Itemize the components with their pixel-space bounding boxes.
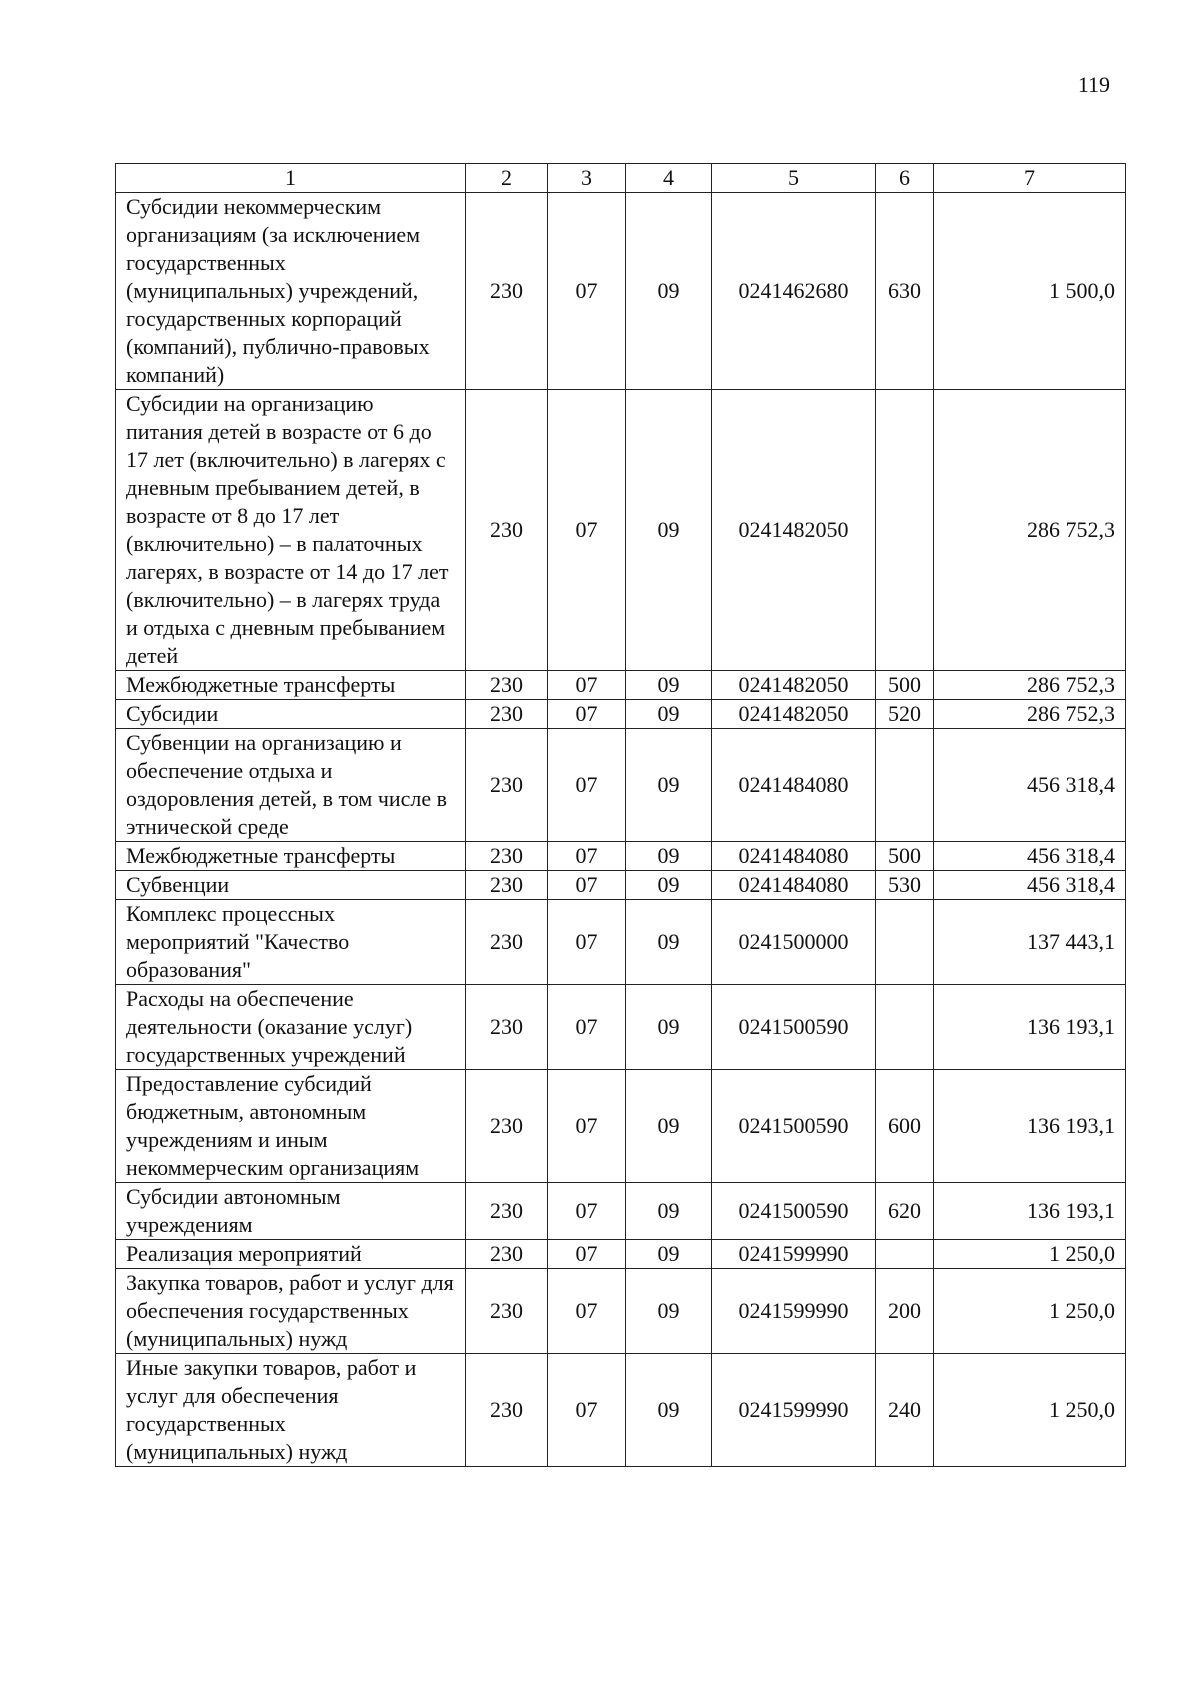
- ministry-code-cell: 230: [466, 900, 548, 985]
- expense-type-cell: [876, 900, 934, 985]
- table-row: [116, 1269, 1126, 1354]
- section-code-cell: 07: [548, 700, 626, 729]
- table-row: [116, 871, 1126, 900]
- ministry-code-cell: 230: [466, 842, 548, 871]
- expense-name-cell: Субсидии на организацию питания детей в возрасте от 6 до 17 лет (включительно) в лагерях с дневным пребыванием детей, в возрасте от 8 до 17 лет (включительно) – в палаточных лагерях, в возрасте от 14 до 17 лет (включительно) – в лагерях труда и отдыха с дневным пребыванием детей: [116, 390, 466, 671]
- section-code-cell: 07: [548, 871, 626, 900]
- expense-name-cell: Расходы на обеспечение деятельности (оказание услуг) государственных учреждений: [116, 985, 466, 1070]
- expense-type-cell: 500: [876, 842, 934, 871]
- amount-cell: 136 193,1: [934, 1183, 1126, 1240]
- amount-cell: 456 318,4: [934, 871, 1126, 900]
- amount-cell: 1 500,0: [934, 193, 1126, 390]
- table-row: [116, 390, 1126, 671]
- amount-cell: 286 752,3: [934, 671, 1126, 700]
- expense-name-cell: Закупка товаров, работ и услуг для обеспечения государственных (муниципальных) нужд: [116, 1269, 466, 1354]
- amount-cell: 1 250,0: [934, 1240, 1126, 1269]
- subsection-code-cell: 09: [626, 985, 712, 1070]
- ministry-code-cell: 230: [466, 1070, 548, 1183]
- expense-name-cell: Субвенции на организацию и обеспечение отдыха и оздоровления детей, в том числе в этнической среде: [116, 729, 466, 842]
- header-row: [116, 164, 1126, 193]
- amount-cell: 286 752,3: [934, 700, 1126, 729]
- subsection-code-cell: 09: [626, 871, 712, 900]
- amount-cell: 456 318,4: [934, 729, 1126, 842]
- table-row: [116, 729, 1126, 842]
- expense-name-cell: Субсидии некоммерческим организациям (за исключением государственных (муниципальных) учреждений, государственных корпораций (компаний), публично-правовых компаний): [116, 193, 466, 390]
- expense-name-cell: Субвенции: [116, 871, 466, 900]
- target-article-cell: 0241599990: [712, 1354, 876, 1467]
- section-code-cell: 07: [548, 1269, 626, 1354]
- subsection-code-cell: 09: [626, 193, 712, 390]
- subsection-code-cell: 09: [626, 671, 712, 700]
- section-code-cell: 07: [548, 193, 626, 390]
- target-article-cell: 0241599990: [712, 1269, 876, 1354]
- ministry-code-cell: 230: [466, 700, 548, 729]
- table-row: [116, 193, 1126, 390]
- ministry-code-cell: 230: [466, 390, 548, 671]
- expense-type-cell: 520: [876, 700, 934, 729]
- amount-cell: 136 193,1: [934, 1070, 1126, 1183]
- table-row: [116, 700, 1126, 729]
- section-code-cell: 07: [548, 842, 626, 871]
- subsection-code-cell: 09: [626, 1240, 712, 1269]
- expense-name-cell: Комплекс процессных мероприятий "Качество образования": [116, 900, 466, 985]
- expense-type-cell: 200: [876, 1269, 934, 1354]
- expense-type-cell: 630: [876, 193, 934, 390]
- section-code-cell: 07: [548, 390, 626, 671]
- expense-type-cell: [876, 985, 934, 1070]
- expense-type-cell: 500: [876, 671, 934, 700]
- target-article-cell: 0241484080: [712, 871, 876, 900]
- ministry-code-cell: 230: [466, 1240, 548, 1269]
- ministry-code-cell: 230: [466, 1183, 548, 1240]
- column-header: 4: [626, 164, 712, 193]
- ministry-code-cell: 230: [466, 193, 548, 390]
- expense-name-cell: Предоставление субсидий бюджетным, автономным учреждениям и иным некоммерческим организациям: [116, 1070, 466, 1183]
- table-row: [116, 671, 1126, 700]
- amount-cell: 1 250,0: [934, 1354, 1126, 1467]
- amount-cell: 136 193,1: [934, 985, 1126, 1070]
- target-article-cell: 0241484080: [712, 729, 876, 842]
- expense-type-cell: 620: [876, 1183, 934, 1240]
- amount-cell: 1 250,0: [934, 1269, 1126, 1354]
- expense-type-cell: 530: [876, 871, 934, 900]
- target-article-cell: 0241500590: [712, 985, 876, 1070]
- table-row: [116, 842, 1126, 871]
- target-article-cell: 0241482050: [712, 390, 876, 671]
- table-row: [116, 900, 1126, 985]
- subsection-code-cell: 09: [626, 729, 712, 842]
- subsection-code-cell: 09: [626, 900, 712, 985]
- ministry-code-cell: 230: [466, 1354, 548, 1467]
- column-header: 3: [548, 164, 626, 193]
- column-header: 6: [876, 164, 934, 193]
- section-code-cell: 07: [548, 1183, 626, 1240]
- subsection-code-cell: 09: [626, 1354, 712, 1467]
- amount-cell: 456 318,4: [934, 842, 1126, 871]
- table-row: [116, 1240, 1126, 1269]
- column-header: 1: [116, 164, 466, 193]
- ministry-code-cell: 230: [466, 729, 548, 842]
- table-row: [116, 1070, 1126, 1183]
- budget-table: [115, 163, 1126, 1467]
- target-article-cell: 0241462680: [712, 193, 876, 390]
- subsection-code-cell: 09: [626, 842, 712, 871]
- section-code-cell: 07: [548, 1354, 626, 1467]
- subsection-code-cell: 09: [626, 390, 712, 671]
- target-article-cell: 0241482050: [712, 671, 876, 700]
- expense-name-cell: Субсидии автономным учреждениям: [116, 1183, 466, 1240]
- subsection-code-cell: 09: [626, 1183, 712, 1240]
- table-row: [116, 985, 1126, 1070]
- expense-type-cell: 240: [876, 1354, 934, 1467]
- column-header: 7: [934, 164, 1126, 193]
- amount-cell: 137 443,1: [934, 900, 1126, 985]
- target-article-cell: 0241599990: [712, 1240, 876, 1269]
- section-code-cell: 07: [548, 671, 626, 700]
- expense-name-cell: Межбюджетные трансферты: [116, 671, 466, 700]
- column-header: 2: [466, 164, 548, 193]
- section-code-cell: 07: [548, 1240, 626, 1269]
- target-article-cell: 0241482050: [712, 700, 876, 729]
- ministry-code-cell: 230: [466, 671, 548, 700]
- section-code-cell: 07: [548, 1070, 626, 1183]
- column-header: 5: [712, 164, 876, 193]
- expense-type-cell: [876, 1240, 934, 1269]
- ministry-code-cell: 230: [466, 1269, 548, 1354]
- ministry-code-cell: 230: [466, 871, 548, 900]
- table-row: [116, 1354, 1126, 1467]
- target-article-cell: 0241500590: [712, 1183, 876, 1240]
- subsection-code-cell: 09: [626, 1070, 712, 1183]
- expense-name-cell: Реализация мероприятий: [116, 1240, 466, 1269]
- amount-cell: 286 752,3: [934, 390, 1126, 671]
- section-code-cell: 07: [548, 729, 626, 842]
- target-article-cell: 0241484080: [712, 842, 876, 871]
- expense-type-cell: 600: [876, 1070, 934, 1183]
- subsection-code-cell: 09: [626, 1269, 712, 1354]
- expense-name-cell: Иные закупки товаров, работ и услуг для обеспечения государственных (муниципальных) нужд: [116, 1354, 466, 1467]
- expense-type-cell: [876, 390, 934, 671]
- section-code-cell: 07: [548, 900, 626, 985]
- subsection-code-cell: 09: [626, 700, 712, 729]
- ministry-code-cell: 230: [466, 985, 548, 1070]
- expense-name-cell: Субсидии: [116, 700, 466, 729]
- target-article-cell: 0241500000: [712, 900, 876, 985]
- section-code-cell: 07: [548, 985, 626, 1070]
- target-article-cell: 0241500590: [712, 1070, 876, 1183]
- page-number: 119: [1077, 72, 1110, 97]
- table-row: [116, 1183, 1126, 1240]
- expense-type-cell: [876, 729, 934, 842]
- expense-name-cell: Межбюджетные трансферты: [116, 842, 466, 871]
